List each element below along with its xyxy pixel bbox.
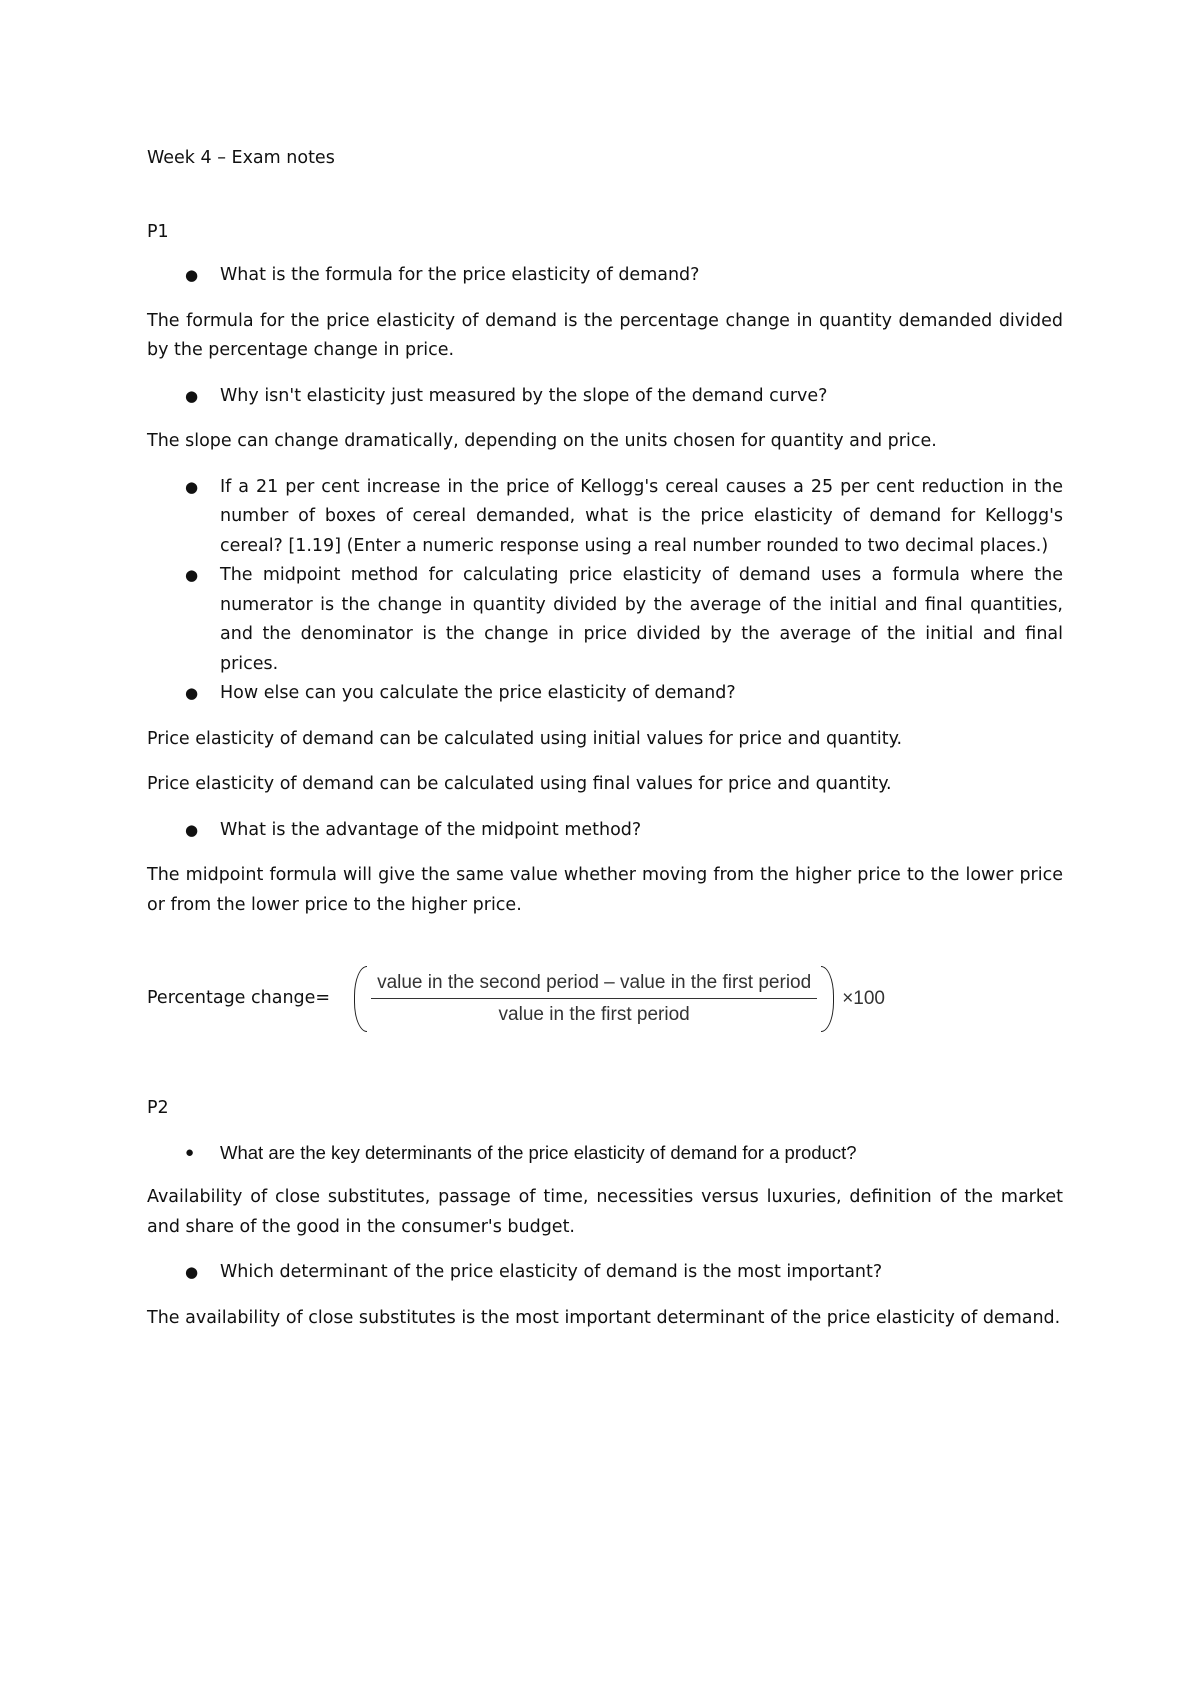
question-item bbox=[147, 561, 1063, 679]
question-item bbox=[147, 382, 1063, 412]
document-body bbox=[147, 144, 1063, 1349]
section-heading-p2: P2 bbox=[147, 1098, 169, 1118]
percentage-change-formula bbox=[147, 964, 1063, 1034]
question-text: What are the key determinants of the price elasticity of demand for a product? bbox=[220, 1141, 857, 1163]
question-text: What is the formula for the price elasticity of demand? bbox=[220, 265, 700, 285]
right-parenthesis bbox=[821, 966, 834, 1032]
question-item bbox=[147, 261, 1063, 291]
question-item bbox=[147, 816, 1063, 846]
question-item bbox=[147, 679, 1063, 709]
formula-denominator: value in the first period bbox=[498, 1003, 690, 1025]
question-item bbox=[147, 1258, 1063, 1288]
formula-multiplier: ×100 bbox=[842, 988, 885, 1010]
bullet-icon: ● bbox=[185, 386, 199, 405]
question-text: Which determinant of the price elasticity of demand is the most important? bbox=[220, 1262, 883, 1282]
question-item bbox=[147, 1138, 1063, 1168]
question-list bbox=[147, 1138, 1063, 1168]
question-list bbox=[147, 261, 1063, 291]
answer-text: Availability of close substitutes, passage of time, necessities versus luxuries, definition of the market and share of the good in the consumer's budget. bbox=[147, 1187, 1063, 1237]
question-list bbox=[147, 382, 1063, 412]
formula-expression bbox=[354, 966, 885, 1032]
answer-text: The slope can change dramatically, depending on the units chosen for quantity and price. bbox=[147, 431, 937, 451]
formula-label: Percentage change= bbox=[147, 988, 331, 1009]
bullet-icon: ● bbox=[185, 820, 199, 839]
formula-fraction bbox=[367, 970, 821, 1029]
document-title: Week 4 – Exam notes bbox=[147, 148, 335, 168]
question-list bbox=[147, 473, 1063, 709]
formula-numerator: value in the second period – value in the first period bbox=[371, 970, 817, 999]
answer-text: The availability of close substitutes is the most important determinant of the price elasticity of demand. bbox=[147, 1307, 1061, 1328]
answer-text: Price elasticity of demand can be calculated using initial values for price and quantity. bbox=[147, 728, 903, 749]
bullet-icon: ● bbox=[185, 684, 199, 702]
bullet-icon: ● bbox=[185, 477, 199, 496]
bullet-icon: ● bbox=[185, 1263, 199, 1281]
question-item bbox=[147, 473, 1063, 562]
answer-text: The midpoint formula will give the same value whether moving from the higher price to the lower price or from the lower price to the higher price. bbox=[147, 865, 1063, 915]
question-list bbox=[147, 1258, 1063, 1288]
left-parenthesis bbox=[354, 966, 367, 1032]
question-text: What is the advantage of the midpoint method? bbox=[220, 819, 642, 840]
bullet-icon: ● bbox=[185, 266, 199, 284]
answer-text: Price elasticity of demand can be calculated using final values for price and quantity. bbox=[147, 774, 892, 794]
bullet-icon: ● bbox=[185, 1143, 195, 1161]
section-heading-p1: P1 bbox=[147, 221, 169, 242]
question-text: The midpoint method for calculating price elasticity of demand uses a formula where the numerator is the change in quantity divided by the average of the initial and final quantities, and the denominator is the change in price divided by the average of the initial and final prices. bbox=[220, 565, 1063, 674]
answer-text: The formula for the price elasticity of demand is the percentage change in quantity demanded divided by the percentage change in price. bbox=[147, 310, 1063, 360]
question-text: How else can you calculate the price elasticity of demand? bbox=[220, 683, 736, 703]
question-list bbox=[147, 816, 1063, 846]
question-text: Why isn't elasticity just measured by the slope of the demand curve? bbox=[220, 385, 828, 406]
bullet-icon: ● bbox=[185, 566, 199, 584]
question-text: If a 21 per cent increase in the price of Kellogg's cereal causes a 25 per cent reduction in the number of boxes of cereal demanded, what is the price elasticity of demand for Kellogg's cereal? [1.19] (Enter a numeric response using a real number rounded to two decimal places.) bbox=[220, 476, 1063, 556]
